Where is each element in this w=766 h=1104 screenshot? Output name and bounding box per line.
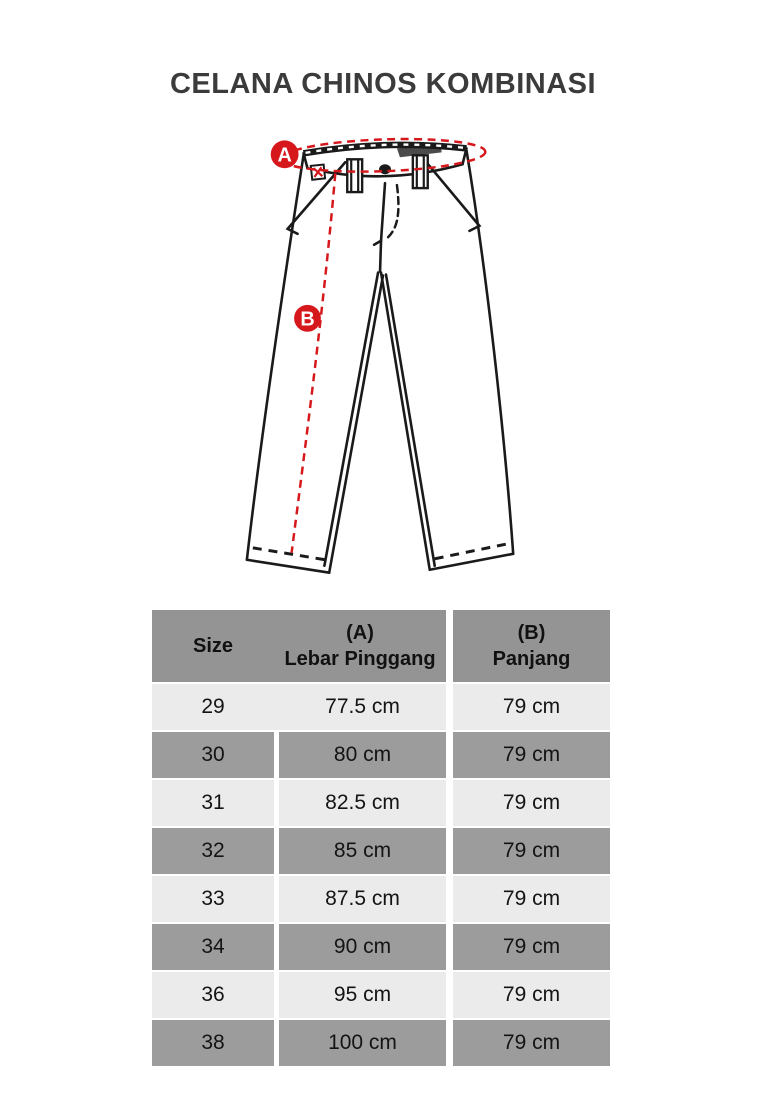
- size-cell: 34: [152, 924, 274, 970]
- length-cell: 79 cm: [453, 972, 610, 1018]
- left-inseam: [324, 273, 378, 566]
- header-length-line1: (B): [517, 622, 546, 644]
- length-cell: 79 cm: [453, 876, 610, 922]
- waist-cell: 80 cm: [279, 732, 446, 778]
- length-cell: 79 cm: [453, 732, 610, 778]
- table-row: [152, 924, 610, 970]
- table-row: [152, 828, 610, 874]
- size-cell: 30: [152, 732, 274, 778]
- column-gap: [446, 1020, 453, 1066]
- waist-cell: 87.5 cm: [279, 876, 446, 922]
- size-cell: 33: [152, 876, 274, 922]
- coin-tab: [311, 165, 325, 180]
- header-length: [453, 610, 610, 682]
- header-left-block: [152, 610, 446, 682]
- table-row: [152, 684, 610, 730]
- marker-b-badge: [294, 305, 321, 332]
- table-row: [152, 1020, 610, 1066]
- header-size: Size: [192, 635, 234, 657]
- waist-button: [379, 164, 391, 174]
- column-gap: [446, 972, 453, 1018]
- size-table: [152, 610, 610, 1066]
- length-cell: 79 cm: [453, 828, 610, 874]
- column-gap: [446, 732, 453, 778]
- size-cell: 29: [152, 684, 274, 730]
- size-cell: 32: [152, 828, 274, 874]
- length-cell: 79 cm: [453, 780, 610, 826]
- pants-technical-drawing: [228, 130, 546, 600]
- left-belt-loop: [347, 159, 362, 192]
- length-measure-line: [292, 173, 336, 553]
- left-outer-seam: [247, 155, 304, 559]
- size-table-header: [152, 610, 610, 682]
- column-gap: [446, 924, 453, 970]
- right-belt-loop: [413, 155, 428, 188]
- page-title: CELANA CHINOS KOMBINASI: [169, 68, 597, 100]
- column-gap: [446, 610, 453, 682]
- waist-cell: 100 cm: [279, 1020, 446, 1066]
- header-waist: [274, 610, 446, 682]
- right-inseam: [381, 273, 430, 570]
- header-waist-line2: Lebar Pinggang: [284, 648, 436, 670]
- left-inseam-inner: [329, 276, 383, 572]
- table-row: [152, 876, 610, 922]
- length-cell: 79 cm: [453, 924, 610, 970]
- fly-j-stitch: [385, 185, 398, 240]
- waist-cell: 82.5 cm: [279, 780, 446, 826]
- table-row: [152, 732, 610, 778]
- left-hem-edge: [247, 560, 329, 573]
- table-row: [152, 780, 610, 826]
- pants-diagram: [228, 130, 546, 600]
- right-outer-seam: [467, 150, 514, 553]
- header-waist-line1: (A): [346, 622, 374, 644]
- column-gap: [446, 780, 453, 826]
- center-front-seam: [380, 183, 385, 271]
- marker-a-badge: [271, 140, 299, 168]
- waist-cell: 90 cm: [279, 924, 446, 970]
- marker-a-label: A: [277, 144, 292, 167]
- header-length-line2: Panjang: [492, 648, 571, 670]
- marker-b-label: B: [300, 308, 315, 331]
- column-gap: [446, 876, 453, 922]
- waist-cell: 77.5 cm: [279, 684, 446, 730]
- left-hem-stitch: [253, 548, 326, 560]
- table-row: [152, 972, 610, 1018]
- size-cell: 31: [152, 780, 274, 826]
- column-gap: [446, 828, 453, 874]
- column-gap: [446, 684, 453, 730]
- size-cell: 36: [152, 972, 274, 1018]
- length-cell: 79 cm: [453, 1020, 610, 1066]
- right-inseam-inner: [386, 275, 435, 566]
- waist-cell: 95 cm: [279, 972, 446, 1018]
- waist-cell: 85 cm: [279, 828, 446, 874]
- size-cell: 38: [152, 1020, 274, 1066]
- length-cell: 79 cm: [453, 684, 610, 730]
